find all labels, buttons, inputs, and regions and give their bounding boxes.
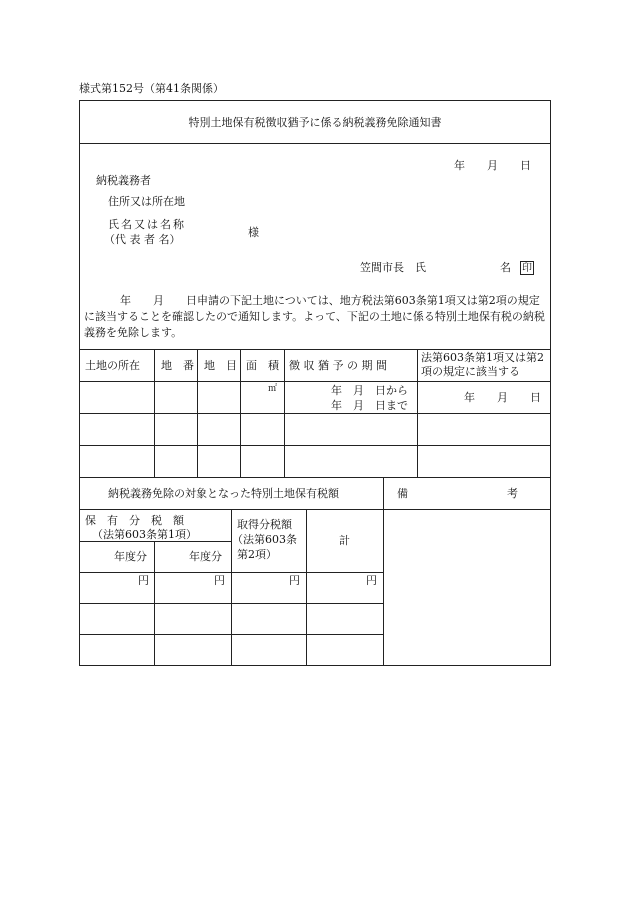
issuer-name: 笠間市長 氏 [360, 261, 426, 274]
document-title: 特別土地保有税徴収猶予に係る納税義務免除通知書 [188, 116, 442, 129]
rule-col5 [417, 349, 418, 477]
rule-title-bottom [79, 143, 551, 144]
rule-tax-divider [383, 477, 384, 666]
fiscal-year-1: 年度分 [114, 550, 147, 563]
remarks-header: 備 考 [397, 487, 518, 500]
yen-unit-3: 円 [289, 574, 300, 587]
rule-tax-col1 [154, 541, 155, 666]
exempt-tax-header: 納税義務免除の対象となった特別土地保有税額 [108, 487, 339, 500]
rule-tax-header-bottom [79, 509, 551, 510]
taxpayer-label: 納税義務者 [96, 174, 151, 187]
holding-tax-header: 保 有 分 税 額 [85, 514, 184, 527]
rule-row2-bottom [79, 445, 551, 446]
seal-box: 印 [522, 263, 532, 274]
header-applicable-provision: 法第603条第1項又は第2項の規定に該当する [421, 351, 544, 378]
rule-col4 [284, 349, 285, 477]
rule-row1-bottom [79, 413, 551, 414]
acquisition-tax-header-1: 取得分税額 [237, 518, 292, 531]
rule-col2 [197, 349, 198, 477]
date-label: 年 月 日 [454, 159, 531, 172]
address-label: 住所又は所在地 [108, 195, 185, 208]
holding-tax-subheader: （法第603条第1項） [92, 528, 197, 541]
name-label: 氏名又は名称 [108, 218, 186, 231]
header-lot-number: 地 番 [161, 359, 194, 372]
yen-unit-2: 円 [214, 574, 225, 587]
area-unit: ㎡ [268, 384, 278, 394]
rule-row3-bottom [79, 477, 551, 478]
rule-tax-col3 [306, 509, 307, 666]
form-number: 様式第152号（第41条関係） [79, 82, 224, 95]
acquisition-tax-header-3: 第2項） [237, 548, 277, 561]
rule-header-bottom [79, 381, 551, 382]
issuer-mei: 名 [500, 261, 511, 274]
rule-header-top [79, 349, 551, 350]
rule-col1 [154, 349, 155, 477]
period-from: 年 月 日から [331, 384, 408, 397]
yen-unit-4: 円 [366, 574, 377, 587]
header-land-category: 地 目 [204, 359, 237, 372]
rule-holding-mid [79, 541, 231, 542]
period-to: 年 月 日まで [331, 399, 408, 412]
rule-col3 [240, 349, 241, 477]
header-location: 土地の所在 [85, 359, 140, 372]
total-header: 計 [339, 534, 350, 547]
fiscal-year-2: 年度分 [189, 550, 222, 563]
notice-text: 年 月 日申請の下記土地については、地方税法第603条第1項又は第2項の規定に該当することを確認したので通知します。よって、下記の土地に係る特別土地保有税の納税義務を免除します。 [84, 294, 545, 339]
sama-label: 様 [248, 226, 259, 239]
header-deferral-period: 徴 収 猶 予 の 期 間 [289, 359, 387, 372]
applicable-date: 年 月 日 [464, 391, 541, 404]
representative-label: （代 表 者 名） [104, 233, 181, 246]
yen-unit-1: 円 [138, 574, 149, 587]
header-area: 面 積 [246, 359, 279, 372]
acquisition-tax-header-2: （法第603条 [232, 533, 297, 546]
